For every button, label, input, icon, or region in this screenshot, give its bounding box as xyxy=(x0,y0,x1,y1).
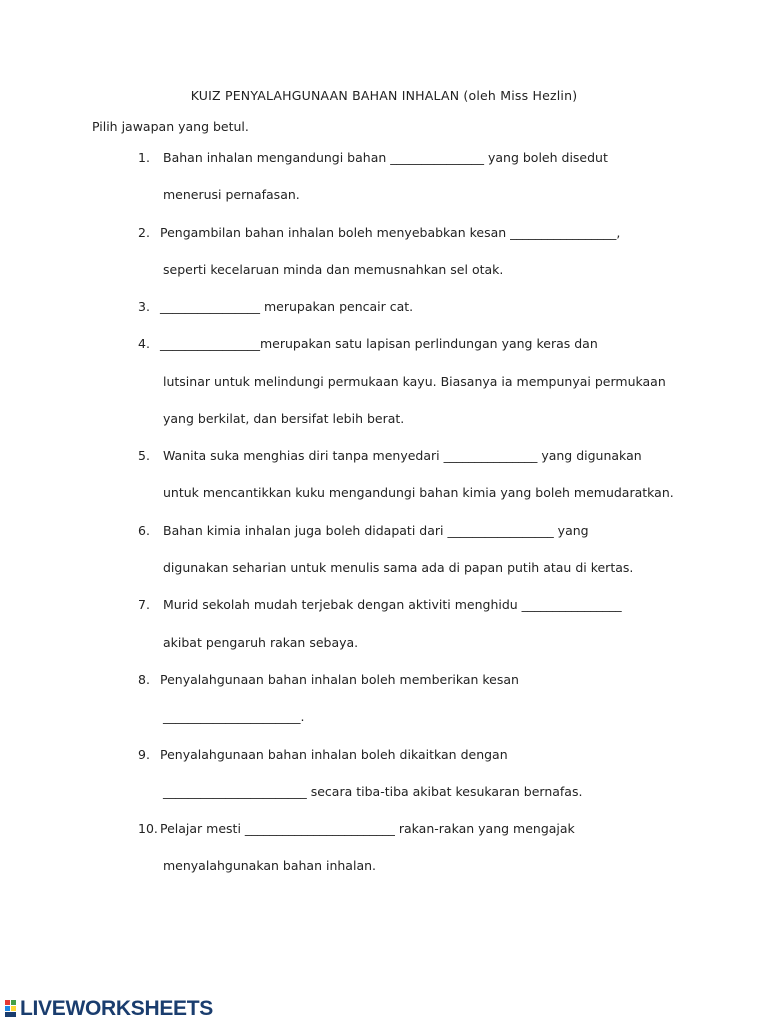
question-number: 4. xyxy=(138,336,150,351)
liveworksheets-footer xyxy=(4,996,213,1022)
question-text: Pengambilan bahan inhalan boleh menyebabkan kesan _________________, xyxy=(160,225,621,240)
question-number: 10. xyxy=(138,821,158,836)
question-10-continuation: menyalahgunakan bahan inhalan. xyxy=(163,858,376,873)
question-number: 2. xyxy=(138,225,150,240)
worksheet-title: KUIZ PENYALAHGUNAAN BAHAN INHALAN (oleh Miss Hezlin) xyxy=(190,88,578,103)
question-2-continuation: seperti kecelaruan minda dan memusnahkan sel otak. xyxy=(163,262,504,277)
liveworksheets-logo-text[interactable]: LIVEWORKSHEETS xyxy=(20,997,213,1020)
question-5-continuation: untuk mencantikkan kuku mengandungi bahan kimia yang boleh memudaratkan. xyxy=(163,485,674,500)
question-text: ________________ merupakan pencair cat. xyxy=(160,299,414,314)
question-number: 7. xyxy=(138,597,150,612)
question-text: Wanita suka menghias diri tanpa menyedari _______________ yang digunakan xyxy=(163,448,642,463)
question-text: ________________merupakan satu lapisan perlindungan yang keras dan xyxy=(160,336,598,351)
question-number: 3. xyxy=(138,299,150,314)
question-4-continuation: lutsinar untuk melindungi permukaan kayu. Biasanya ia mempunyai permukaan xyxy=(163,374,666,389)
liveworksheets-logo-icon xyxy=(4,999,18,1019)
question-number: 9. xyxy=(138,747,150,762)
question-4-continuation: yang berkilat, dan bersifat lebih berat. xyxy=(163,411,405,426)
question-number: 8. xyxy=(138,672,150,687)
question-1-continuation: menerusi pernafasan. xyxy=(163,187,300,202)
question-text: Pelajar mesti ________________________ rakan-rakan yang mengajak xyxy=(160,821,575,836)
question-number: 1. xyxy=(138,150,150,165)
question-9-continuation: _______________________ secara tiba-tiba akibat kesukaran bernafas. xyxy=(163,784,583,799)
question-number: 5. xyxy=(138,448,150,463)
instruction-text: Pilih jawapan yang betul. xyxy=(92,119,249,134)
question-number: 6. xyxy=(138,523,150,538)
question-text: Bahan inhalan mengandungi bahan _______________ yang boleh disedut xyxy=(163,150,608,165)
question-7-continuation: akibat pengaruh rakan sebaya. xyxy=(163,635,359,650)
question-8-continuation: ______________________. xyxy=(163,709,305,724)
question-text: Bahan kimia inhalan juga boleh didapati dari _________________ yang xyxy=(163,523,589,538)
question-text: Murid sekolah mudah terjebak dengan aktiviti menghidu ________________ xyxy=(163,597,622,612)
question-text: Penyalahgunaan bahan inhalan boleh dikaitkan dengan xyxy=(160,747,508,762)
question-6-continuation: digunakan seharian untuk menulis sama ada di papan putih atau di kertas. xyxy=(163,560,634,575)
question-text: Penyalahgunaan bahan inhalan boleh memberikan kesan xyxy=(160,672,519,687)
